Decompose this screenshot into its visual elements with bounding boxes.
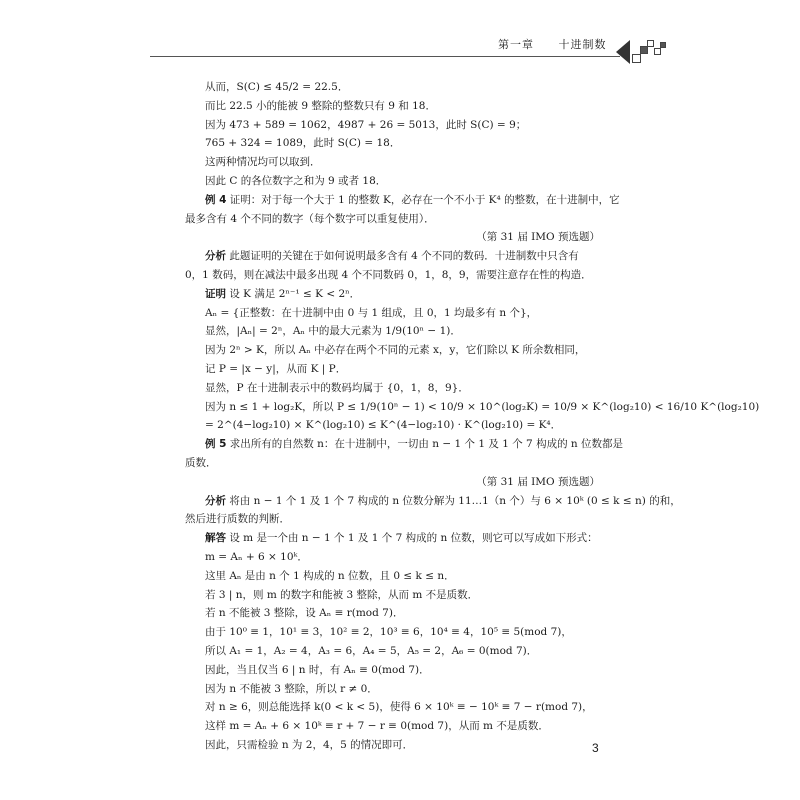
text-line [185, 210, 600, 229]
line-text: 因为 473 + 589 = 1062，4987 + 26 = 5013，此时 S(C) = 9； [205, 118, 527, 131]
page-body [185, 78, 760, 755]
text-line [205, 567, 600, 586]
line-text: 对 n ≥ 6，则总能选择 k(0 < k < 5)，使得 6 × 10ᵏ ≡ − 10ᵏ ≡ 7 − r(mod 7)， [205, 701, 593, 714]
text-line [205, 717, 600, 736]
line-text: 这里 Aₙ 是由 n 个 1 构成的 n 位数，且 0 ≤ k ≤ n． [205, 569, 455, 582]
line-text: 设 m 是一个由 n − 1 个 1 及 1 个 7 构成的 n 位数，则它可以写成如下形式： [226, 532, 598, 545]
text-line [185, 266, 600, 285]
section-label: 证明 [205, 287, 226, 300]
section-label: 例 5 [205, 438, 227, 451]
running-header [498, 36, 627, 52]
line-text: 因此，只需检验 n 为 2，4，5 的情况即可． [205, 738, 414, 751]
section-label: 分析 [205, 494, 226, 507]
line-text: 因为 2ⁿ > K，所以 Aₙ 中必存在两个不同的元素 x，y，它们除以 K 所余数相同， [205, 344, 586, 357]
line-text: 0，1 数码，则在减法中最多出现 4 个不同数码 0，1，8，9，需要注意存在性的构造． [185, 268, 592, 281]
line-text: 所以 A₁ = 1，A₂ = 4，A₃ = 6，A₄ = 5，A₅ = 2，A₆ = 0(mod 7)． [205, 644, 538, 657]
text-line [205, 379, 600, 398]
line-text: 最多含有 4 个不同的数字（每个数字可以重复使用）． [185, 212, 435, 225]
line-text: 证明：对于每一个大于 1 的整数 K，必存在一个不小于 K⁴ 的整数，在十进制中，它 [226, 193, 620, 206]
line-text: 若 n 不能被 3 整除，设 Aₙ ≡ r(mod 7)． [205, 607, 404, 620]
text-line [205, 473, 600, 492]
line-text: 记 P = |x − y|，从而 K | P． [205, 362, 347, 375]
line-text: 求出所有的自然数 n：在十进制中，一切由 n − 1 个 1 及 1 个 7 构成的 n 位数都是 [226, 438, 624, 451]
text-line [205, 736, 600, 755]
text-line [205, 398, 760, 417]
text-line [205, 116, 600, 135]
line-text: 因为 n 不能被 3 整除，所以 r ≠ 0． [205, 682, 378, 695]
line-text: （第 31 届 IMO 预选题） [476, 475, 600, 488]
line-text: 765 + 324 = 1089，此时 S(C) = 18． [205, 137, 401, 150]
text-line [205, 548, 600, 567]
text-line [205, 698, 600, 717]
section-label: 分析 [205, 250, 226, 263]
text-line [185, 529, 600, 548]
text-line [205, 360, 600, 379]
line-text: 此题证明的关键在于如何说明最多含有 4 个不同的数码．十进制数中只含有 [226, 250, 579, 263]
line-text: 设 K 满足 2ⁿ⁻¹ ≤ K < 2ⁿ． [226, 287, 361, 300]
chapter-title: 十进制数 [558, 38, 607, 51]
text-line [205, 78, 600, 97]
section-label: 例 4 [205, 193, 227, 206]
text-line [205, 134, 600, 153]
line-text: 若 3 | n，则 m 的数字和能被 3 整除，从而 m 不是质数． [205, 588, 479, 601]
text-line [205, 680, 600, 699]
text-line [185, 247, 600, 266]
chapter-label: 第一章 [498, 38, 534, 51]
line-text: 由于 10⁰ ≡ 1，10¹ ≡ 3，10² ≡ 2，10³ ≡ 6，10⁴ ≡ 4，10⁵ ≡ 5(mod 7)， [205, 626, 572, 639]
text-line [185, 435, 624, 454]
text-line [205, 153, 600, 172]
line-text: 因此，当且仅当 6 | n 时，有 Aₙ ≡ 0(mod 7)． [205, 663, 430, 676]
header-ornament-icon [616, 34, 676, 68]
line-text: 从而，S(C) ≤ 45/2 = 22.5． [205, 81, 349, 93]
line-text: = 2^(4−log₂10) × K^(log₂10) ≤ K^(4−log₂10) · K^(log₂10) = K⁴． [205, 419, 562, 432]
text-line [205, 228, 600, 247]
text-line [205, 416, 600, 435]
line-text: 显然，P 在十进制表示中的数码均属于 {0，1，8，9}． [205, 381, 469, 394]
text-line [205, 661, 600, 680]
text-line [205, 341, 600, 360]
line-text: Aₙ = {正整数：在十进制中由 0 与 1 组成，且 0，1 均最多有 n 个}， [205, 306, 538, 319]
line-text: 这两种情况均可以取到． [205, 156, 321, 169]
text-line [185, 285, 600, 304]
line-text: 因此 C 的各位数字之和为 9 或者 18． [205, 174, 387, 187]
line-text: 然后进行质数的判断． [185, 513, 290, 526]
line-text: m = Aₙ + 6 × 10ᵏ． [205, 550, 308, 563]
page-number: 3 [592, 741, 599, 755]
text-line [205, 97, 600, 116]
line-text: 因为 n ≤ 1 + log₂K，所以 P ≤ 1/9(10ⁿ − 1) < 10/9 × 10^(log₂K) = 10/9 × K^(log₂10) < 16/10 K^(log₂10) [205, 400, 760, 413]
text-line [205, 623, 600, 642]
header-rule [150, 56, 620, 57]
text-line [185, 191, 620, 210]
line-text: （第 31 届 IMO 预选题） [476, 231, 600, 244]
text-line [205, 304, 600, 323]
text-line [205, 586, 600, 605]
line-text: 质数． [185, 456, 217, 469]
text-line [185, 492, 681, 511]
text-line [185, 510, 600, 529]
line-text: 这样 m = Aₙ + 6 × 10ᵏ ≡ r + 7 − r ≡ 0(mod 7)，从而 m 不是质数． [205, 720, 549, 733]
line-text: 显然，|Aₙ| = 2ⁿ，Aₙ 中的最大元素为 1/9(10ⁿ − 1)． [205, 325, 461, 338]
section-label: 解答 [205, 532, 226, 545]
text-line [185, 454, 600, 473]
line-text: 而比 22.5 小的能被 9 整除的整数只有 9 和 18． [205, 99, 436, 112]
text-line [205, 322, 600, 341]
text-line [205, 604, 600, 623]
text-line [205, 642, 600, 661]
line-text: 将由 n − 1 个 1 及 1 个 7 构成的 n 位数分解为 11…1（n 个）与 6 × 10ᵏ (0 ≤ k ≤ n) 的和， [226, 494, 681, 507]
text-line [205, 172, 600, 191]
